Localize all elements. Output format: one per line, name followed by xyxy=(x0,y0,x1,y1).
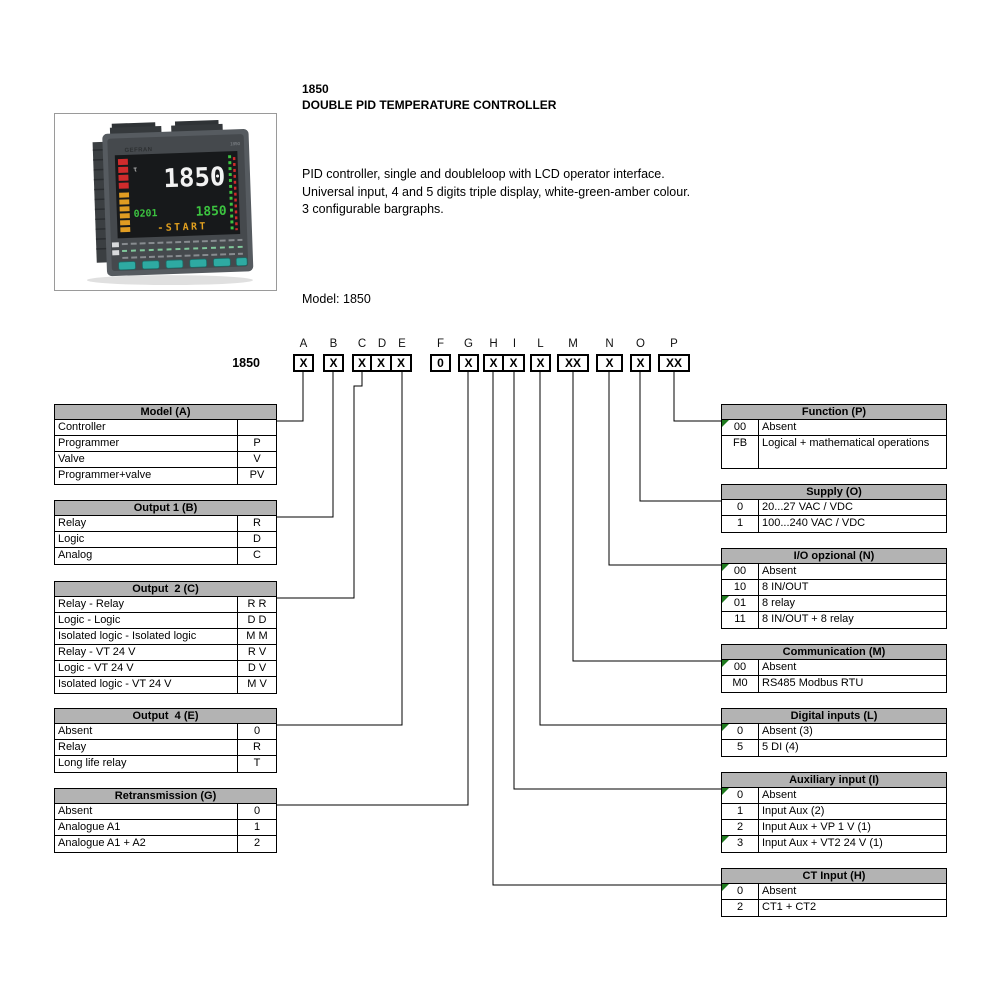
table-row xyxy=(722,580,946,596)
row-code xyxy=(237,820,276,835)
connector-c xyxy=(277,372,362,598)
row-code xyxy=(237,645,276,660)
row-code-text: P xyxy=(253,437,261,449)
row-code-text: D V xyxy=(247,662,267,674)
comment-marker-icon xyxy=(722,660,729,667)
code-letter-F: F xyxy=(436,338,445,350)
table-supply-o xyxy=(721,484,947,533)
table-row xyxy=(722,820,946,836)
row-code-text: D xyxy=(253,533,261,545)
row-code xyxy=(722,420,759,435)
row-label: 100...240 VAC / VDC xyxy=(762,517,866,529)
row-code-text: 00 xyxy=(733,565,747,577)
row-code xyxy=(722,500,759,515)
row-code-text: 0 xyxy=(253,725,261,737)
row-label: Logic xyxy=(58,533,85,545)
row-code xyxy=(722,580,759,595)
table-row xyxy=(722,836,946,852)
row-code-text: M V xyxy=(247,678,267,690)
device-brand-text: GEFRAN xyxy=(124,147,153,154)
row-code-text: M M xyxy=(246,630,268,642)
row-code-text: 1 xyxy=(736,805,744,817)
row-code-text: 0 xyxy=(253,805,261,817)
row-code-text: 5 xyxy=(736,741,744,753)
code-letter-I: I xyxy=(512,338,517,350)
table-row xyxy=(722,564,946,580)
row-label: Logical + mathematical operations xyxy=(762,437,930,449)
row-code-text: 00 xyxy=(733,661,747,673)
row-code-text: R R xyxy=(247,598,267,610)
code-box-M: XX xyxy=(557,354,589,372)
table-output4-e xyxy=(54,708,277,773)
connector-o xyxy=(640,372,721,501)
code-letter-N: N xyxy=(605,338,614,350)
row-code xyxy=(722,596,759,611)
table-retransmission-g xyxy=(54,788,277,853)
code-letter-A: A xyxy=(299,338,308,350)
description-line: 3 configurable bargraphs. xyxy=(302,202,444,216)
table-row xyxy=(55,548,276,564)
model-label: Model: 1850 xyxy=(302,292,371,306)
table-row xyxy=(55,597,276,613)
row-code-text: 3 xyxy=(736,837,744,849)
row-code xyxy=(237,548,276,564)
connector-n xyxy=(609,372,721,565)
row-label: Input Aux (2) xyxy=(762,805,825,817)
row-label: 5 DI (4) xyxy=(762,741,799,753)
table-output2-c xyxy=(54,581,277,694)
row-code xyxy=(722,820,759,835)
row-label: Input Aux + VT2 24 V (1) xyxy=(762,837,883,849)
row-label: Programmer+valve xyxy=(58,469,152,481)
row-label: Isolated logic - Isolated logic xyxy=(58,630,197,642)
row-code xyxy=(722,804,759,819)
row-code xyxy=(237,661,276,676)
table-row xyxy=(722,724,946,740)
code-box-A: X xyxy=(293,354,314,372)
row-code-text: V xyxy=(253,453,261,465)
connector-l xyxy=(540,372,721,725)
row-label: Valve xyxy=(58,453,85,465)
page-title: DOUBLE PID TEMPERATURE CONTROLLER xyxy=(302,98,557,112)
code-box-D: X xyxy=(372,354,392,372)
row-code xyxy=(722,612,759,628)
heading-block xyxy=(302,81,556,113)
table-row xyxy=(55,756,276,772)
row-code xyxy=(237,597,276,612)
table-row xyxy=(55,452,276,468)
row-code xyxy=(722,788,759,803)
row-code-text: 1 xyxy=(736,517,744,529)
table-model-a xyxy=(54,404,277,485)
table-row xyxy=(722,804,946,820)
table-row xyxy=(55,516,276,532)
row-label: RS485 Modbus RTU xyxy=(762,677,864,689)
row-code xyxy=(237,804,276,819)
row-label: Relay xyxy=(58,741,87,753)
table-row xyxy=(55,724,276,740)
row-code-text: 11 xyxy=(734,613,746,625)
comment-marker-icon xyxy=(722,724,729,731)
row-code-text: C xyxy=(253,549,261,561)
comment-marker-icon xyxy=(722,836,729,843)
row-code-text: 00 xyxy=(733,421,747,433)
code-letter-C: C xyxy=(357,338,367,350)
table-row xyxy=(55,629,276,645)
row-code xyxy=(237,629,276,644)
row-code xyxy=(722,660,759,675)
row-code xyxy=(237,740,276,755)
row-code-text: D D xyxy=(247,614,267,626)
row-code xyxy=(722,836,759,852)
code-box-F: 0 xyxy=(430,354,451,372)
table-row xyxy=(55,836,276,852)
table-output1-b xyxy=(54,500,277,565)
row-label: Absent xyxy=(762,885,797,897)
row-code xyxy=(722,676,759,692)
row-label: Analogue A1 + A2 xyxy=(58,837,146,849)
row-code xyxy=(237,436,276,451)
table-row xyxy=(55,661,276,677)
connector-g xyxy=(277,372,468,805)
table-row xyxy=(55,804,276,820)
table-row xyxy=(722,516,946,532)
row-code xyxy=(237,724,276,739)
table-auxiliary-input-i xyxy=(721,772,947,853)
table-row xyxy=(722,420,946,436)
code-letter-L: L xyxy=(537,338,544,350)
row-code xyxy=(237,420,276,435)
table-title: Output 2 (C) xyxy=(55,582,276,597)
device-corner-model: 1850 xyxy=(230,140,241,147)
description-line: Universal input, 4 and 5 digits triple display, white-green-amber colour. xyxy=(302,184,691,199)
table-ct-input-h xyxy=(721,868,947,917)
connector-h xyxy=(493,372,721,885)
row-code xyxy=(722,740,759,756)
table-row xyxy=(55,820,276,836)
connector-p xyxy=(674,372,721,421)
code-letter-M: M xyxy=(568,338,578,350)
comment-marker-icon xyxy=(722,884,729,891)
row-label: Long life relay xyxy=(58,757,127,769)
table-row xyxy=(722,740,946,756)
table-title: Digital inputs (L) xyxy=(722,709,946,724)
row-label: Programmer xyxy=(58,437,120,449)
code-box-P: XX xyxy=(658,354,690,372)
table-row xyxy=(722,436,946,468)
row-label: Absent xyxy=(58,725,93,737)
table-title: Model (A) xyxy=(55,405,276,420)
table-title: Communication (M) xyxy=(722,645,946,660)
table-row xyxy=(722,596,946,612)
table-row xyxy=(722,676,946,692)
table-communication-m xyxy=(721,644,947,693)
connector-a xyxy=(277,372,303,421)
row-code-text: FB xyxy=(732,437,748,449)
row-code xyxy=(722,436,759,468)
row-code-text: 2 xyxy=(253,837,261,849)
row-code-text: M0 xyxy=(732,677,748,689)
code-box-C: X xyxy=(352,354,372,372)
table-row xyxy=(722,612,946,628)
lcd-left-value: 0201 xyxy=(133,208,158,220)
table-title: Output 1 (B) xyxy=(55,501,276,516)
row-label: Absent xyxy=(762,661,797,673)
row-label: Relay - VT 24 V xyxy=(58,646,136,658)
row-code xyxy=(237,516,276,531)
row-label: Logic - Logic xyxy=(58,614,121,626)
table-row xyxy=(55,677,276,693)
row-code-text: 1 xyxy=(253,821,261,833)
comment-marker-icon xyxy=(722,564,729,571)
comment-marker-icon xyxy=(722,420,729,427)
row-label: 8 IN/OUT + 8 relay xyxy=(762,613,854,625)
heading-model: 1850 xyxy=(302,82,329,96)
row-code xyxy=(237,836,276,852)
row-code-text: 2 xyxy=(736,821,744,833)
table-row xyxy=(722,788,946,804)
table-io-optional-n xyxy=(721,548,947,629)
table-row xyxy=(722,660,946,676)
row-code-text: 01 xyxy=(733,597,747,609)
row-code-text: R xyxy=(253,741,261,753)
row-label: 8 relay xyxy=(762,597,796,609)
table-title: CT Input (H) xyxy=(722,869,946,884)
row-label: Absent xyxy=(58,805,93,817)
row-code-text: R V xyxy=(247,646,267,658)
row-code-text: 0 xyxy=(736,725,744,737)
table-row xyxy=(722,900,946,916)
row-label: Relay xyxy=(58,517,87,529)
row-label: 8 IN/OUT xyxy=(762,581,809,593)
code-letter-D: D xyxy=(377,338,387,350)
comment-marker-icon xyxy=(722,788,729,795)
connector-b xyxy=(277,372,333,517)
row-label: Logic - VT 24 V xyxy=(58,662,134,674)
code-box-I: X xyxy=(504,354,525,372)
row-code xyxy=(722,516,759,532)
row-label: Absent xyxy=(762,421,797,433)
row-code xyxy=(722,900,759,916)
connector-e xyxy=(277,372,402,725)
code-box-B: X xyxy=(323,354,344,372)
row-code xyxy=(722,724,759,739)
row-label: Analog xyxy=(58,549,93,561)
lcd-status-text: -START xyxy=(157,221,209,234)
row-code-text: R xyxy=(253,517,261,529)
row-code xyxy=(722,564,759,579)
table-function-p xyxy=(721,404,947,469)
row-code xyxy=(237,532,276,547)
table-row xyxy=(55,613,276,629)
table-row xyxy=(722,884,946,900)
row-code-text: PV xyxy=(249,469,265,481)
code-box-H: X xyxy=(483,354,504,372)
code-letter-E: E xyxy=(398,338,406,350)
row-code xyxy=(237,452,276,467)
row-label: Isolated logic - VT 24 V xyxy=(58,678,172,690)
code-letter-H: H xyxy=(489,338,498,350)
table-row xyxy=(55,740,276,756)
row-label: Controller xyxy=(58,421,106,433)
row-code-text: 0 xyxy=(736,501,744,513)
product-description xyxy=(302,166,690,219)
table-title: Supply (O) xyxy=(722,485,946,500)
row-code xyxy=(237,468,276,484)
lcd-main-value: 1850 xyxy=(163,162,226,195)
code-box-O: X xyxy=(630,354,651,372)
code-letter-P: P xyxy=(670,338,678,350)
row-label: Input Aux + VP 1 V (1) xyxy=(762,821,871,833)
table-row xyxy=(55,420,276,436)
code-box-N: X xyxy=(596,354,623,372)
row-code xyxy=(237,756,276,772)
row-label: Absent xyxy=(762,789,797,801)
lcd-mid-value: 1850 xyxy=(195,203,227,220)
code-box-G: X xyxy=(458,354,479,372)
table-title: Auxiliary input (I) xyxy=(722,773,946,788)
code-letter-B: B xyxy=(329,338,338,350)
table-title: I/O opzional (N) xyxy=(722,549,946,564)
code-letter-O: O xyxy=(636,338,645,350)
connector-m xyxy=(573,372,721,661)
comment-marker-icon xyxy=(722,596,729,603)
row-label: Analogue A1 xyxy=(58,821,121,833)
lcd-temp-symbol: τ xyxy=(132,165,138,174)
code-box-L: X xyxy=(530,354,551,372)
row-code-text: 2 xyxy=(736,901,744,913)
row-label: CT1 + CT2 xyxy=(762,901,817,913)
table-digital-inputs-l xyxy=(721,708,947,757)
row-code-text: 0 xyxy=(736,885,744,897)
row-label: Relay - Relay xyxy=(58,598,125,610)
row-label: 20...27 VAC / VDC xyxy=(762,501,853,513)
row-label: Absent (3) xyxy=(762,725,813,737)
row-code-text: 0 xyxy=(736,789,744,801)
table-title: Retransmission (G) xyxy=(55,789,276,804)
table-title: Output 4 (E) xyxy=(55,709,276,724)
row-code xyxy=(722,884,759,899)
row-code xyxy=(237,677,276,693)
device-illustration xyxy=(55,114,276,290)
row-code-text: T xyxy=(253,757,261,769)
product-photo-frame xyxy=(54,113,277,291)
row-code-text: 10 xyxy=(733,581,747,593)
code-box-E: X xyxy=(392,354,412,372)
row-label: Absent xyxy=(762,565,797,577)
ordering-code-prefix: 1850 xyxy=(232,356,260,370)
row-code xyxy=(237,613,276,628)
table-row xyxy=(722,500,946,516)
code-letter-G: G xyxy=(464,338,473,350)
table-row xyxy=(55,645,276,661)
table-title: Function (P) xyxy=(722,405,946,420)
description-line: PID controller, single and doubleloop with LCD operator interface. xyxy=(302,167,665,181)
table-row xyxy=(55,532,276,548)
table-row xyxy=(55,436,276,452)
table-row xyxy=(55,468,276,484)
connector-i xyxy=(514,372,721,789)
